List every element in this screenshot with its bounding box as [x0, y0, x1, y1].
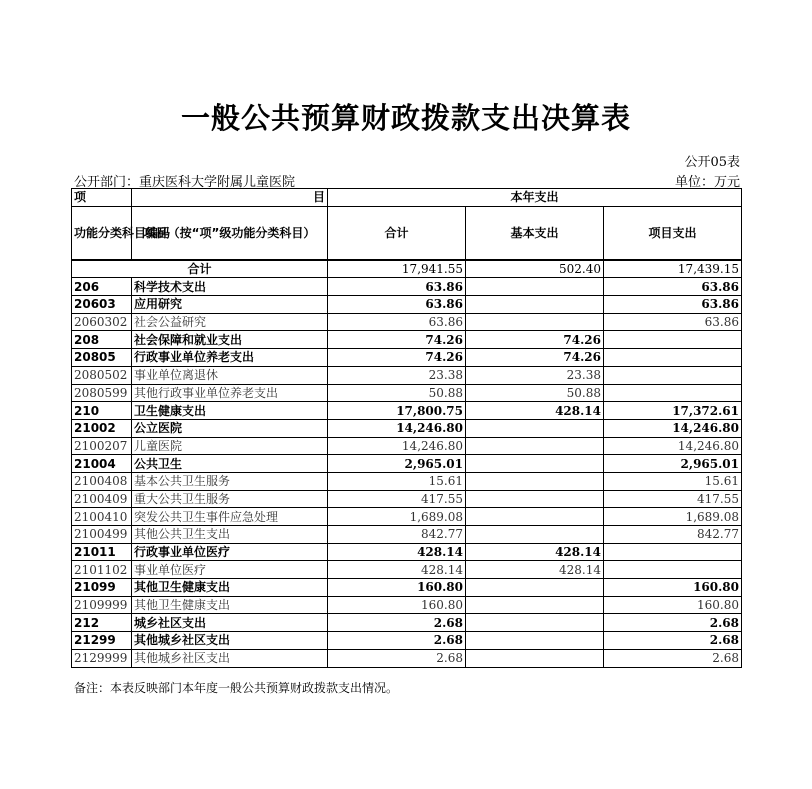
row-basic — [466, 632, 604, 650]
row-total: 15.61 — [328, 472, 466, 490]
row-code: 2101102 — [72, 561, 132, 579]
table-row — [72, 526, 742, 544]
row-code: 21002 — [72, 419, 132, 437]
row-name: 卫生健康支出 — [132, 402, 328, 420]
row-name: 公立医院 — [132, 419, 328, 437]
row-total: 2,965.01 — [328, 455, 466, 473]
row-project: 63.86 — [604, 278, 742, 296]
row-total: 23.38 — [328, 366, 466, 384]
row-project: 63.86 — [604, 313, 742, 331]
row-name: 基本公共卫生服务 — [132, 472, 328, 490]
table-row — [72, 508, 742, 526]
row-name: 行政事业单位医疗 — [132, 543, 328, 561]
row-total: 14,246.80 — [328, 419, 466, 437]
row-code: 212 — [72, 614, 132, 632]
row-code: 206 — [72, 278, 132, 296]
table-row — [72, 296, 742, 314]
row-project: 14,246.80 — [604, 419, 742, 437]
row-name: 其他公共卫生支出 — [132, 526, 328, 544]
row-code: 2060302 — [72, 313, 132, 331]
row-project: 2.68 — [604, 614, 742, 632]
header-total: 合计 — [328, 206, 466, 260]
table-row — [72, 455, 742, 473]
row-code: 208 — [72, 331, 132, 349]
row-name: 其他城乡社区支出 — [132, 632, 328, 650]
row-code: 2100409 — [72, 490, 132, 508]
row-basic: 23.38 — [466, 366, 604, 384]
row-project: 160.80 — [604, 596, 742, 614]
row-total: 2.68 — [328, 614, 466, 632]
header-this-year: 本年支出 — [328, 189, 742, 207]
row-name: 行政事业单位养老支出 — [132, 349, 328, 367]
row-name: 其他行政事业单位养老支出 — [132, 384, 328, 402]
row-total: 63.86 — [328, 278, 466, 296]
total-project: 17,439.15 — [604, 260, 742, 278]
row-name: 科学技术支出 — [132, 278, 328, 296]
table-row — [72, 614, 742, 632]
row-project: 842.77 — [604, 526, 742, 544]
row-name: 事业单位医疗 — [132, 561, 328, 579]
row-total: 160.80 — [328, 579, 466, 597]
row-basic — [466, 437, 604, 455]
row-code: 2100499 — [72, 526, 132, 544]
row-total: 160.80 — [328, 596, 466, 614]
row-project — [604, 384, 742, 402]
table-row — [72, 349, 742, 367]
total-row — [72, 260, 742, 278]
header-mu: 目 — [132, 189, 328, 207]
row-basic: 74.26 — [466, 349, 604, 367]
table-row — [72, 579, 742, 597]
total-label: 合计 — [72, 260, 328, 278]
row-code: 210 — [72, 402, 132, 420]
table-row — [72, 384, 742, 402]
row-project — [604, 349, 742, 367]
row-name: 应用研究 — [132, 296, 328, 314]
row-basic — [466, 296, 604, 314]
row-code: 21004 — [72, 455, 132, 473]
row-basic — [466, 579, 604, 597]
row-total: 14,246.80 — [328, 437, 466, 455]
header-project: 项目支出 — [604, 206, 742, 260]
table-row — [72, 472, 742, 490]
page-title: 一般公共预算财政拨款支出决算表 — [180, 101, 631, 135]
header-row-1 — [72, 189, 742, 207]
row-total: 50.88 — [328, 384, 466, 402]
table-row — [72, 331, 742, 349]
row-name: 社会保障和就业支出 — [132, 331, 328, 349]
table-row — [72, 402, 742, 420]
row-total: 63.86 — [328, 313, 466, 331]
row-project: 160.80 — [604, 579, 742, 597]
table-row — [72, 596, 742, 614]
row-code: 21011 — [72, 543, 132, 561]
row-name: 重大公共卫生服务 — [132, 490, 328, 508]
row-project — [604, 331, 742, 349]
header-item: 项 — [72, 189, 132, 207]
row-basic — [466, 526, 604, 544]
expenditure-table — [71, 188, 742, 668]
row-basic — [466, 649, 604, 667]
row-name: 城乡社区支出 — [132, 614, 328, 632]
table-row — [72, 278, 742, 296]
table-row — [72, 366, 742, 384]
row-total: 63.86 — [328, 296, 466, 314]
row-project — [604, 561, 742, 579]
row-project: 2,965.01 — [604, 455, 742, 473]
table-row — [72, 313, 742, 331]
row-total: 74.26 — [328, 349, 466, 367]
row-total: 17,800.75 — [328, 402, 466, 420]
table-row — [72, 561, 742, 579]
row-project: 417.55 — [604, 490, 742, 508]
row-code: 2109999 — [72, 596, 132, 614]
row-name: 突发公共卫生事件应急处理 — [132, 508, 328, 526]
row-total: 417.55 — [328, 490, 466, 508]
row-name: 公共卫生 — [132, 455, 328, 473]
footnote: 备注：本表反映部门本年度一般公共预算财政拨款支出情况。 — [74, 681, 399, 695]
row-code: 2100408 — [72, 472, 132, 490]
row-project: 14,246.80 — [604, 437, 742, 455]
row-code: 2100410 — [72, 508, 132, 526]
row-basic — [466, 313, 604, 331]
row-code: 21299 — [72, 632, 132, 650]
row-total: 74.26 — [328, 331, 466, 349]
header-code: 功能分类科目编码 — [72, 206, 132, 260]
row-basic — [466, 508, 604, 526]
row-name: 其他卫生健康支出 — [132, 579, 328, 597]
row-project: 2.68 — [604, 632, 742, 650]
row-project — [604, 366, 742, 384]
row-basic — [466, 278, 604, 296]
row-project — [604, 543, 742, 561]
row-basic — [466, 419, 604, 437]
row-code: 2080502 — [72, 366, 132, 384]
unit-label: 单位：万元 — [674, 175, 740, 190]
table-row — [72, 419, 742, 437]
table-row — [72, 649, 742, 667]
row-basic: 428.14 — [466, 402, 604, 420]
row-name: 社会公益研究 — [132, 313, 328, 331]
row-total: 1,689.08 — [328, 508, 466, 526]
row-basic — [466, 596, 604, 614]
row-basic: 428.14 — [466, 561, 604, 579]
header-basic: 基本支出 — [466, 206, 604, 260]
row-total: 2.68 — [328, 649, 466, 667]
total-amount: 17,941.55 — [328, 260, 466, 278]
table-row — [72, 437, 742, 455]
department-label: 公开部门：重庆医科大学附属儿童医院 — [74, 175, 296, 190]
row-project: 15.61 — [604, 472, 742, 490]
row-basic — [466, 490, 604, 508]
row-code: 21099 — [72, 579, 132, 597]
row-project: 63.86 — [604, 296, 742, 314]
row-total: 2.68 — [328, 632, 466, 650]
header-row-2 — [72, 206, 742, 260]
row-name: 其他城乡社区支出 — [132, 649, 328, 667]
form-number: 公开05表 — [684, 155, 740, 170]
row-total: 428.14 — [328, 561, 466, 579]
total-basic: 502.40 — [466, 260, 604, 278]
table-row — [72, 543, 742, 561]
row-basic: 50.88 — [466, 384, 604, 402]
row-project: 2.68 — [604, 649, 742, 667]
row-name: 儿童医院 — [132, 437, 328, 455]
row-basic: 428.14 — [466, 543, 604, 561]
row-name: 其他卫生健康支出 — [132, 596, 328, 614]
row-name: 事业单位离退休 — [132, 366, 328, 384]
header-name: 项目（按“项”级功能分类科目） — [132, 206, 328, 260]
row-project: 17,372.61 — [604, 402, 742, 420]
row-project: 1,689.08 — [604, 508, 742, 526]
table-row — [72, 490, 742, 508]
row-code: 20603 — [72, 296, 132, 314]
row-basic — [466, 455, 604, 473]
row-basic — [466, 472, 604, 490]
row-total: 428.14 — [328, 543, 466, 561]
row-code: 2100207 — [72, 437, 132, 455]
row-code: 2080599 — [72, 384, 132, 402]
table-row — [72, 632, 742, 650]
row-code: 20805 — [72, 349, 132, 367]
row-code: 2129999 — [72, 649, 132, 667]
row-basic — [466, 614, 604, 632]
row-total: 842.77 — [328, 526, 466, 544]
row-basic: 74.26 — [466, 331, 604, 349]
